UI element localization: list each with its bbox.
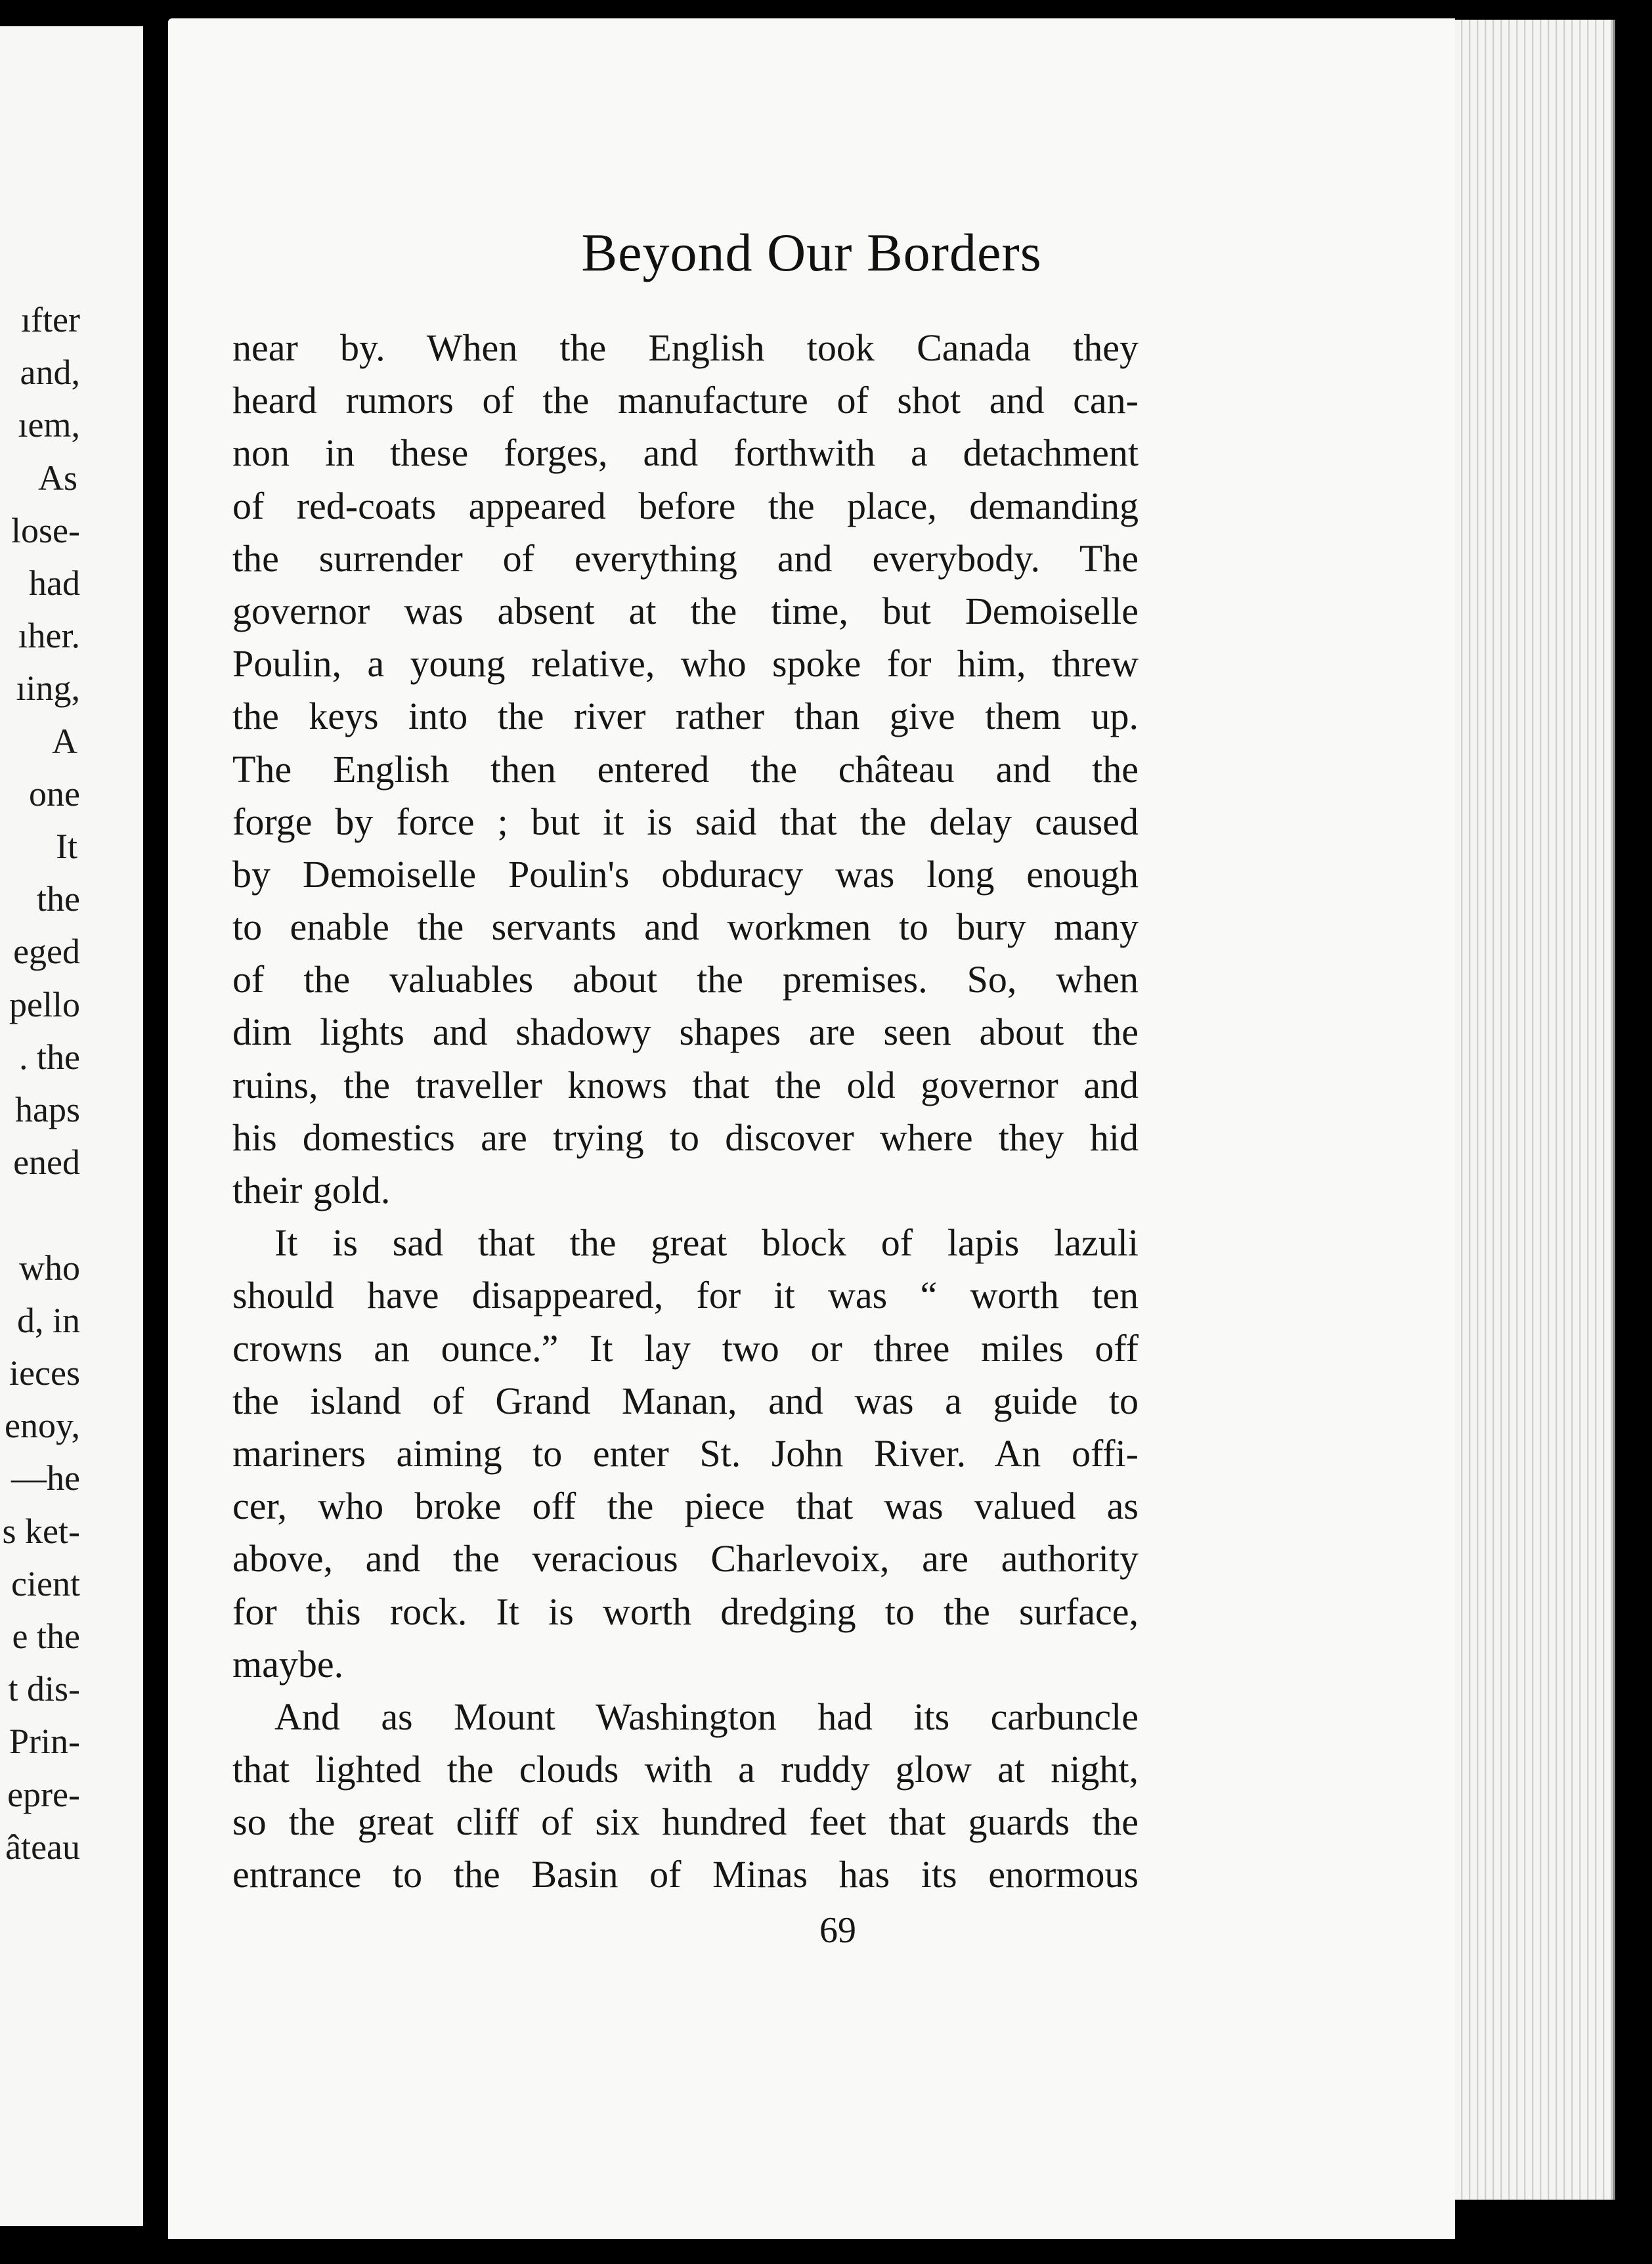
- book-gutter: [143, 0, 168, 2264]
- text-line: that lighted the clouds with a ruddy glow at night,: [232, 1748, 1139, 1791]
- text-line: The English then entered the château and the: [232, 747, 1139, 791]
- text-line: the surrender of everything and everybody. The: [232, 536, 1139, 580]
- text-line: for this rock. It is worth dredging to the surface,: [232, 1590, 1139, 1633]
- facing-page-fragment: ıem,: [18, 405, 80, 445]
- text-line: dim lights and shadowy shapes are seen about the: [232, 1011, 1139, 1054]
- text-line: the island of Grand Manan, and was a guide to: [232, 1379, 1139, 1422]
- facing-page-fragment: ened: [13, 1143, 80, 1183]
- facing-page-left: [0, 26, 143, 2226]
- text-line: the keys into the river rather than give them up.: [232, 695, 1139, 738]
- facing-page-fragment: t dis-: [8, 1669, 80, 1709]
- facing-page-fragment: enoy,: [5, 1406, 80, 1446]
- text-line: by Demoiselle Poulin's obduracy was long enough: [232, 852, 1139, 896]
- text-line: crowns an ounce.” It lay two or three miles off: [232, 1326, 1139, 1370]
- facing-page-fragment: eged: [13, 932, 80, 972]
- text-line: to enable the servants and workmen to bury many: [232, 905, 1139, 949]
- text-line: his domestics are trying to discover where they hid: [232, 1116, 1139, 1159]
- text-line: non in these forges, and forthwith a detachment: [232, 431, 1139, 475]
- text-line: It is sad that the great block of lapis lazuli: [274, 1221, 1139, 1265]
- facing-page-fragment: As: [37, 458, 77, 498]
- page-number: 69: [819, 1910, 856, 1951]
- facing-page-fragment: —he: [11, 1458, 80, 1498]
- text-line: And as Mount Washington had its carbuncle: [274, 1695, 1139, 1738]
- facing-page-fragment: e the: [12, 1617, 80, 1656]
- facing-page-fragment: ıher.: [18, 616, 80, 656]
- facing-page-fragment: epre-: [7, 1774, 80, 1814]
- text-line: of the valuables about the premises. So, when: [232, 958, 1139, 1001]
- facing-page-fragment: Prin-: [9, 1722, 80, 1762]
- text-line: of red-coats appeared before the place, demanding: [232, 484, 1139, 527]
- facing-page-fragment: lose-: [11, 510, 80, 550]
- text-line: above, and the veracious Charlevoix, are authority: [232, 1537, 1139, 1580]
- text-line: so the great cliff of six hundred feet that guards the: [232, 1800, 1139, 1844]
- text-line: governor was absent at the time, but Demoiselle: [232, 589, 1139, 632]
- text-line: heard rumors of the manufacture of shot and can-: [232, 379, 1139, 422]
- text-line: maybe.: [232, 1642, 344, 1686]
- text-line: ruins, the traveller knows that the old governor and: [232, 1063, 1139, 1106]
- facing-page-fragment: one: [29, 773, 80, 814]
- facing-page-fragment: d, in: [16, 1300, 80, 1340]
- facing-page-fragment: ıfter: [21, 300, 80, 339]
- facing-page-fragment: s ket-: [2, 1511, 80, 1551]
- facing-page-fragment: . the: [19, 1037, 80, 1077]
- book-page: [168, 18, 1455, 2239]
- text-line: their gold.: [232, 1169, 391, 1211]
- facing-page-fragment: A: [52, 721, 77, 761]
- facing-page-fragment: It: [56, 827, 77, 866]
- facing-page-fragment: pello: [9, 984, 80, 1024]
- page-edges: [1431, 20, 1615, 2200]
- facing-page-fragment: cient: [11, 1563, 80, 1603]
- facing-page-fragment: the: [37, 879, 80, 919]
- text-line: entrance to the Basin of Minas has its enormous: [232, 1853, 1139, 1896]
- body-text: [232, 322, 1139, 1902]
- running-head: Beyond Our Borders: [581, 223, 1042, 282]
- text-line: should have disappeared, for it was “ worth ten: [232, 1274, 1139, 1317]
- text-line: Poulin, a young relative, who spoke for him, threw: [232, 642, 1139, 686]
- facing-page-fragment: who: [19, 1248, 80, 1288]
- text-line: forge by force ; but it is said that the delay caused: [232, 800, 1139, 843]
- text-line: near by. When the English took Canada they: [232, 326, 1139, 369]
- facing-page-fragment: ieces: [9, 1353, 80, 1393]
- text-line: cer, who broke off the piece that was valued as: [232, 1485, 1139, 1528]
- facing-page-fragment: and,: [20, 353, 80, 393]
- facing-page-fragment: ıing,: [16, 668, 80, 708]
- facing-page-fragment: haps: [15, 1090, 80, 1129]
- facing-page-fragment: had: [29, 563, 80, 603]
- text-line: mariners aiming to enter St. John River. An offi-: [232, 1431, 1139, 1475]
- facing-page-fragment: âteau: [5, 1827, 80, 1867]
